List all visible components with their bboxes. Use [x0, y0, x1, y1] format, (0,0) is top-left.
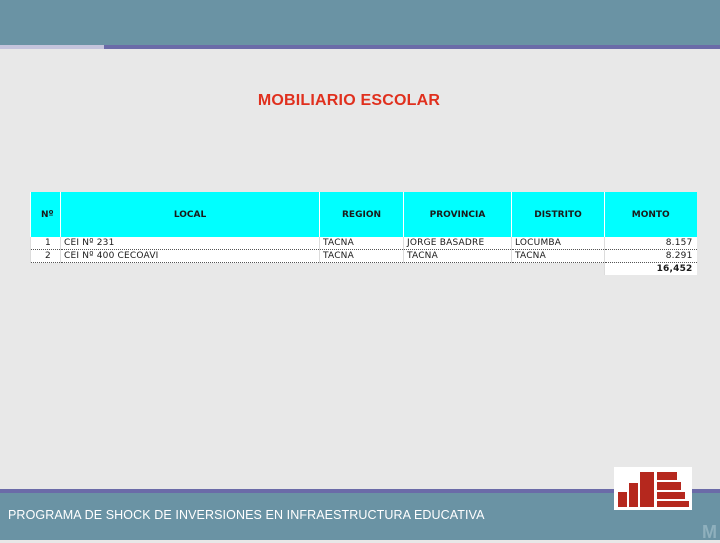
table-row [31, 237, 697, 250]
cell-local: CEI Nº 231 [61, 237, 320, 250]
cell-distrito: LOCUMBA [512, 237, 605, 250]
cell-n: 1 [31, 237, 61, 250]
cell-n: 2 [31, 250, 61, 263]
cell-provincia: TACNA [404, 250, 512, 263]
total-monto: 16,452 [605, 263, 697, 276]
table-row [31, 250, 697, 263]
header-monto: MONTO [605, 192, 697, 237]
cell-monto: 8.157 [605, 237, 697, 250]
header-provincia: PROVINCIA [404, 192, 512, 237]
table-header-row [31, 192, 697, 237]
cell-monto: 8.291 [605, 250, 697, 263]
cell-provincia: JORGE BASADRE [404, 237, 512, 250]
footer-text: PROGRAMA DE SHOCK DE INVERSIONES EN INFRAESTRUCTURA EDUCATIVA [8, 508, 485, 522]
top-accent-line [0, 45, 720, 49]
header-n: Nº [31, 192, 61, 237]
corner-mark: M [702, 522, 717, 542]
slide-title: MOBILIARIO ESCOLAR [257, 92, 441, 109]
cell-distrito: TACNA [512, 250, 605, 263]
cell-region: TACNA [320, 237, 404, 250]
furniture-table [30, 192, 697, 275]
cell-region: TACNA [320, 250, 404, 263]
cell-local: CEI Nº 400 CECOAVI [61, 250, 320, 263]
header-region: REGION [320, 192, 404, 237]
total-row [31, 263, 697, 276]
top-band [0, 0, 720, 45]
header-local: LOCAL [61, 192, 320, 237]
header-distrito: DISTRITO [512, 192, 605, 237]
top-accent-highlight [0, 45, 104, 49]
brick-logo [614, 467, 692, 510]
